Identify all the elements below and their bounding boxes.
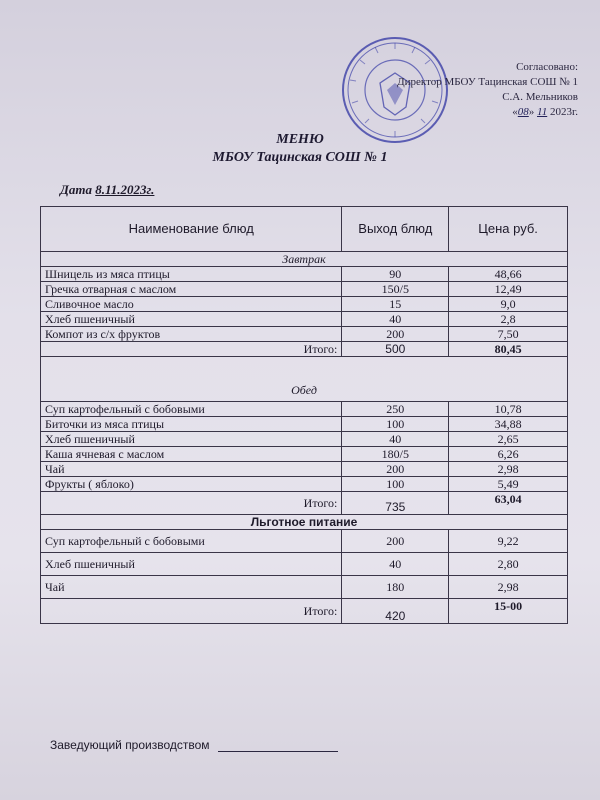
- dish-price: 48,66: [449, 267, 568, 282]
- approval-day: 08: [517, 106, 529, 118]
- section-lunch: Обед: [41, 357, 568, 402]
- date-label: Дата: [60, 182, 92, 197]
- dish-price: 34,88: [449, 417, 568, 432]
- dish-name: Шницель из мяса птицы: [41, 267, 342, 282]
- dish-output: 40: [342, 432, 449, 447]
- dish-price: 2,65: [449, 432, 568, 447]
- dish-price: 2,80: [449, 553, 568, 576]
- table-row: [41, 312, 568, 327]
- table-row: [41, 327, 568, 342]
- total-label: Итого:: [41, 599, 342, 624]
- approval-year: 2023г.: [549, 106, 578, 118]
- footer-label: Заведующий производством: [50, 738, 210, 752]
- dish-output: 100: [342, 477, 449, 492]
- table-row: [41, 267, 568, 282]
- dish-name: Компот из с/х фруктов: [41, 327, 342, 342]
- dish-price: 9,22: [449, 530, 568, 553]
- total-row: [41, 342, 568, 357]
- table-row: [41, 417, 568, 432]
- dish-output: 180/5: [342, 447, 449, 462]
- dish-output: 150/5: [342, 282, 449, 297]
- approval-position: Директор МБОУ Тацинская СОШ № 1: [397, 76, 578, 88]
- menu-table: [40, 206, 568, 624]
- dish-price: 2,98: [449, 576, 568, 599]
- dish-output: 250: [342, 402, 449, 417]
- dish-name: Хлеб пшеничный: [41, 312, 342, 327]
- approval-heading: Согласовано:: [516, 61, 578, 73]
- total-price: 15-00: [449, 599, 568, 624]
- section-preferential: Льготное питание: [41, 515, 568, 530]
- dish-price: 7,50: [449, 327, 568, 342]
- table-row: [41, 297, 568, 312]
- total-label: Итого:: [41, 342, 342, 357]
- total-output: 420: [342, 599, 449, 624]
- dish-price: 10,78: [449, 402, 568, 417]
- dish-name: Фрукты ( яблоко): [41, 477, 342, 492]
- header-price: Цена руб.: [449, 207, 568, 252]
- table-row: [41, 477, 568, 492]
- dish-name: Биточки из мяса птицы: [41, 417, 342, 432]
- dish-price: 12,49: [449, 282, 568, 297]
- table-row: [41, 553, 568, 576]
- dish-price: 2,8: [449, 312, 568, 327]
- dish-name: Хлеб пшеничный: [41, 553, 342, 576]
- dish-name: Суп картофельный с бобовыми: [41, 402, 342, 417]
- table-row: [41, 530, 568, 553]
- dish-price: 9,0: [449, 297, 568, 312]
- dish-name: Сливочное масло: [41, 297, 342, 312]
- dish-output: 200: [342, 530, 449, 553]
- dish-output: 100: [342, 417, 449, 432]
- dish-output: 40: [342, 553, 449, 576]
- table-row: [41, 402, 568, 417]
- footer-signature: [50, 738, 338, 752]
- approval-date: «08» 11 2023г.: [512, 106, 578, 118]
- total-output: 735: [342, 492, 449, 515]
- total-output: 500: [342, 342, 449, 357]
- dish-output: 15: [342, 297, 449, 312]
- document-title: МЕНЮ: [276, 132, 324, 147]
- dish-name: Гречка отварная с маслом: [41, 282, 342, 297]
- table-row: [41, 462, 568, 477]
- total-price: 63,04: [449, 492, 568, 515]
- section-breakfast: Завтрак: [41, 252, 568, 267]
- signature-line: [218, 751, 338, 752]
- dish-price: 2,98: [449, 462, 568, 477]
- dish-output: 200: [342, 462, 449, 477]
- total-price: 80,45: [449, 342, 568, 357]
- header-dish-name: Наименование блюд: [41, 207, 342, 252]
- table-row: [41, 432, 568, 447]
- dish-output: 40: [342, 312, 449, 327]
- dish-name: Суп картофельный с бобовыми: [41, 530, 342, 553]
- total-label: Итого:: [41, 492, 342, 515]
- date-value: 8.11.2023г.: [95, 182, 155, 197]
- dish-name: Чай: [41, 576, 342, 599]
- menu-date: [60, 182, 154, 198]
- dish-price: 6,26: [449, 447, 568, 462]
- table-header-row: [41, 207, 568, 252]
- dish-name: Чай: [41, 462, 342, 477]
- school-name: МБОУ Тацинская СОШ № 1: [212, 150, 388, 165]
- total-row: [41, 599, 568, 624]
- table-row: [41, 447, 568, 462]
- dish-name: Каша ячневая с маслом: [41, 447, 342, 462]
- table-row: [41, 576, 568, 599]
- approval-month: 11: [537, 106, 548, 118]
- dish-output: 90: [342, 267, 449, 282]
- approval-block: [338, 60, 578, 120]
- total-row: [41, 492, 568, 515]
- header-output: Выход блюд: [342, 207, 449, 252]
- table-row: [41, 282, 568, 297]
- dish-name: Хлеб пшеничный: [41, 432, 342, 447]
- dish-price: 5,49: [449, 477, 568, 492]
- dish-output: 180: [342, 576, 449, 599]
- approval-signer: С.А. Мельников: [502, 91, 578, 103]
- dish-output: 200: [342, 327, 449, 342]
